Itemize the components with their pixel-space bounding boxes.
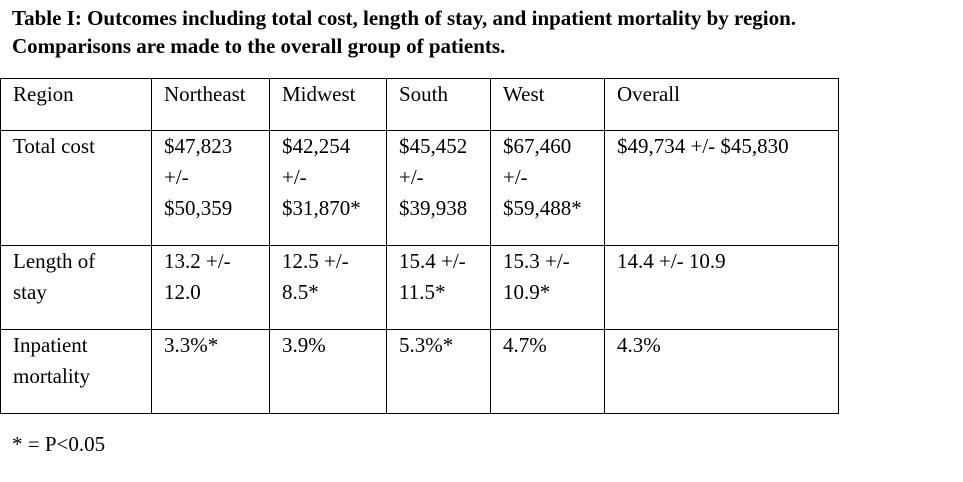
- cell-line: 5.3%*: [399, 333, 454, 357]
- cell-line: 11.5*: [399, 280, 446, 304]
- cell-length-of-stay-northeast: [152, 246, 270, 330]
- cell-mortality-west: [491, 330, 605, 414]
- cell-line: 10.9*: [503, 280, 551, 304]
- cell-length-of-stay-west: [491, 246, 605, 330]
- cell-total-cost-south: [387, 131, 491, 246]
- cell-line: 13.2 +/-: [164, 249, 231, 273]
- cell-total-cost-midwest: [270, 131, 387, 246]
- cell-total-cost-west: [491, 131, 605, 246]
- cell-mortality-midwest: [270, 330, 387, 414]
- cell-mortality-overall: [605, 330, 839, 414]
- cell-line: 3.9%: [282, 333, 326, 357]
- row-label-line: Inpatient: [13, 333, 88, 357]
- table-row-inpatient-mortality: [1, 330, 839, 414]
- cell-line: 14.4 +/- 10.9: [617, 249, 726, 273]
- header-cell-south: South: [387, 79, 491, 131]
- row-label-line: Length of: [13, 249, 96, 273]
- header-cell-overall: Overall: [605, 79, 839, 131]
- table-row-total-cost: [1, 131, 839, 246]
- outcomes-table: [0, 78, 839, 414]
- cell-line: 15.4 +/-: [399, 249, 466, 273]
- cell-line: +/-: [399, 165, 424, 189]
- header-cell-northeast: Northeast: [152, 79, 270, 131]
- row-label-line: Total cost: [13, 134, 95, 158]
- header-row: [1, 79, 839, 131]
- row-label-total-cost: [1, 131, 152, 246]
- cell-line: $47,823: [164, 134, 233, 158]
- cell-line: 4.3%: [617, 333, 661, 357]
- row-label-line: mortality: [13, 364, 90, 388]
- cell-length-of-stay-overall: [605, 246, 839, 330]
- cell-line: $39,938: [399, 196, 468, 220]
- cell-line: $42,254: [282, 134, 351, 158]
- caption-line-2: Comparisons are made to the overall group of patients.: [12, 34, 506, 58]
- cell-line: 3.3%*: [164, 333, 219, 357]
- header-cell-region: Region: [1, 79, 152, 131]
- caption-line-1: Table I: Outcomes including total cost, length of stay, and inpatient mortality by region.: [12, 6, 797, 30]
- cell-line: $49,734 +/- $45,830: [617, 134, 789, 158]
- cell-line: $31,870*: [282, 196, 361, 220]
- row-label-length-of-stay: [1, 246, 152, 330]
- row-label-line: stay: [13, 280, 47, 304]
- cell-line: +/-: [282, 165, 307, 189]
- cell-total-cost-northeast: [152, 131, 270, 246]
- table-caption: [12, 4, 957, 60]
- cell-mortality-northeast: [152, 330, 270, 414]
- cell-line: $67,460: [503, 134, 572, 158]
- cell-line: 12.0: [164, 280, 201, 304]
- cell-line: 12.5 +/-: [282, 249, 349, 273]
- table-row-length-of-stay: [1, 246, 839, 330]
- cell-line: $59,488*: [503, 196, 582, 220]
- cell-line: +/-: [503, 165, 528, 189]
- header-cell-midwest: Midwest: [270, 79, 387, 131]
- row-label-inpatient-mortality: [1, 330, 152, 414]
- cell-total-cost-overall: [605, 131, 839, 246]
- cell-length-of-stay-south: [387, 246, 491, 330]
- cell-line: +/-: [164, 165, 189, 189]
- cell-mortality-south: [387, 330, 491, 414]
- cell-line: 15.3 +/-: [503, 249, 570, 273]
- cell-line: $45,452: [399, 134, 468, 158]
- cell-line: 4.7%: [503, 333, 547, 357]
- cell-length-of-stay-midwest: [270, 246, 387, 330]
- cell-line: 8.5*: [282, 280, 319, 304]
- significance-footnote: * = P<0.05: [12, 432, 106, 456]
- cell-line: $50,359: [164, 196, 233, 220]
- header-cell-west: West: [491, 79, 605, 131]
